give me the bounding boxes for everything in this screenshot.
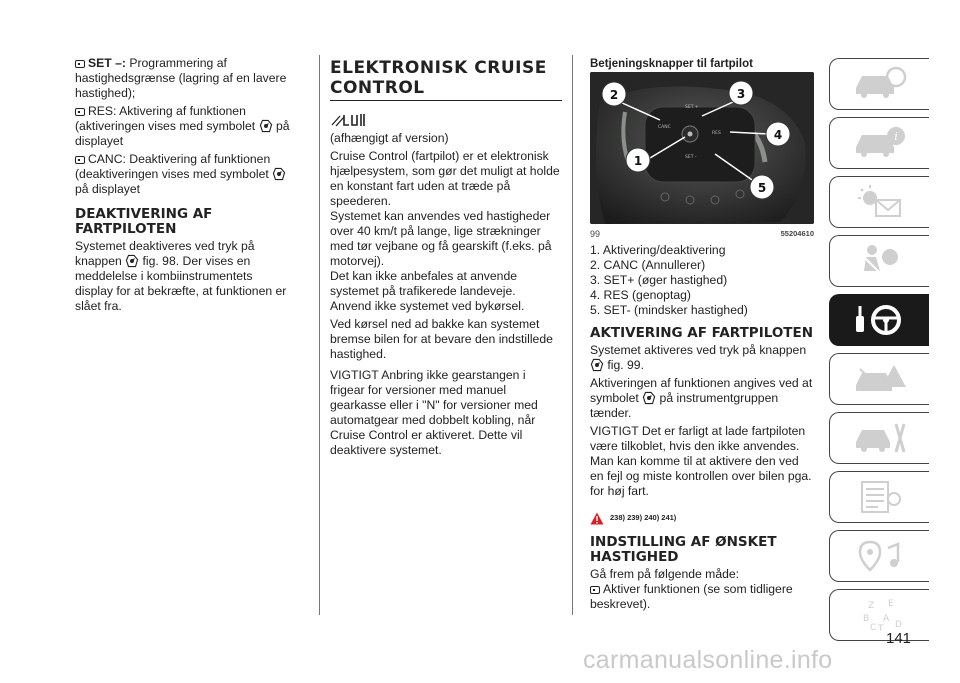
column-divider <box>572 55 573 615</box>
item-label: SET –: <box>88 56 126 70</box>
tab-key-steering[interactable] <box>829 294 929 346</box>
section-heading: DEAKTIVERING AF FARTPILOTEN <box>75 206 213 237</box>
chapter-sidebar <box>829 58 929 648</box>
column-3-text <box>590 243 815 615</box>
item-text: Programmering af hastighedsgrænse (lagring af en lavere hastighed); <box>75 56 287 100</box>
paragraph-text: på instrumentgruppen tænder. <box>590 391 779 420</box>
car-dashboard-icon <box>850 66 910 102</box>
tab-car-dashboard[interactable] <box>829 58 929 110</box>
list-item <box>75 152 293 197</box>
list-item: 3. SET+ (øger hastighed) <box>590 273 728 287</box>
svg-text:D: D <box>894 620 902 630</box>
section-heading: INDSTILLING AF ØNSKET HASTIGHED <box>590 534 777 565</box>
btn-label: SET - <box>685 155 697 160</box>
cruise-control-icon <box>125 254 139 268</box>
media-nav-icon <box>850 538 910 574</box>
specs-list-icon <box>850 479 910 515</box>
svg-text:Z: Z <box>867 601 874 611</box>
paragraph-text: Systemet deaktiveres ved tryk på knappen <box>75 239 255 268</box>
btn-label: SET + <box>685 105 699 110</box>
paragraph: (afhængigt af version) <box>330 131 449 145</box>
item-text: CANC: Deaktivering af funktionen (deaktiveringen vises med symbolet <box>75 152 271 181</box>
paragraph: Cruise Control (fartpilot) er et elektronisk hjælpesystem, som gør det muligt at holde en konstant fart uden at træde på speederen. <box>330 149 560 208</box>
bullet-icon <box>75 60 85 68</box>
list-item: 2. CANC (Annullerer) <box>590 258 706 272</box>
svg-text:i: i <box>893 130 898 143</box>
tab-media-nav[interactable] <box>829 530 929 582</box>
tab-airbag-seat[interactable] <box>829 235 929 287</box>
tab-warning-car[interactable] <box>829 353 929 405</box>
cruise-control-icon <box>259 119 273 133</box>
key-steering-icon <box>850 302 910 338</box>
callout-1: 1 <box>633 154 643 168</box>
tab-specs-list[interactable] <box>829 471 929 523</box>
btn-label: RES <box>712 131 721 136</box>
watermark: carmanualsonline.info <box>583 646 833 674</box>
paragraph <box>590 376 815 421</box>
tab-car-tools[interactable] <box>829 412 929 464</box>
callout-4: 4 <box>773 128 783 142</box>
chapter-title: ELEKTRONISK CRUISE CONTROL <box>330 58 547 98</box>
column-1 <box>75 56 293 317</box>
warning-refs: 238) 239) 240) 241) <box>610 513 677 522</box>
column-3 <box>590 56 815 72</box>
figure-number: 99 <box>590 229 601 239</box>
list-item <box>75 104 293 149</box>
paragraph-text: Aktiveringen af funktionen angives ved at symbolet <box>590 376 813 405</box>
bullet-icon <box>75 156 85 164</box>
warning-row <box>590 507 815 525</box>
figure-title: Betjeningsknapper til fartpilot <box>590 58 753 70</box>
cruise-control-icon <box>590 358 604 372</box>
paragraph <box>75 239 293 314</box>
svg-text:E: E <box>887 599 894 609</box>
section-heading: AKTIVERING AF FARTPILOTEN <box>590 325 814 341</box>
tab-lights-mail[interactable] <box>829 176 929 228</box>
warning-car-icon <box>850 361 910 397</box>
paragraph: Ved kørsel ned ad bakke kan systemet bremse bilen for at bevare den indstillede hastighed. <box>330 317 553 361</box>
bullet-icon <box>590 586 600 594</box>
paragraph: Systemet kan anvendes ved hastigheder over 40 km/t på lange, lige strækninger med tør vejbane og få gearskift (f.eks. på motorvej). <box>330 209 552 268</box>
warning-triangle-icon <box>590 512 604 525</box>
callout-5: 5 <box>757 181 767 195</box>
paragraph: VIGTIGT Anbring ikke gearstangen i frigear for versioner med manuel gearkasse eller i "N" for versioner med automatgear med dobbelt kobling, når Cruise Control er aktiveret. Dette vil deaktivere systemet. <box>330 368 538 457</box>
paragraph: Gå frem på følgende måde: <box>590 567 740 581</box>
list-item: 5. SET- (mindsker hastighed) <box>590 303 748 317</box>
paragraph-text: fig. 99. <box>604 358 644 372</box>
page-number: 141 <box>886 630 912 647</box>
tab-car-info[interactable] <box>829 117 929 169</box>
airbag-seat-icon <box>850 243 910 279</box>
callout-3: 3 <box>736 87 746 101</box>
svg-text:A: A <box>882 614 889 624</box>
column-divider <box>319 55 320 615</box>
item-text: på displayet <box>75 182 141 196</box>
cruise-control-icon <box>642 391 656 405</box>
car-tools-icon <box>850 420 910 456</box>
btn-label: CANC <box>658 125 671 130</box>
svg-text:C: C <box>869 623 876 633</box>
list-item <box>75 56 293 101</box>
paragraph-text: Systemet aktiveres ved tryk på knappen <box>590 343 807 357</box>
svg-text:B: B <box>862 614 869 624</box>
paragraph-text: fig. 98. Der vises en meddelelse i kombiinstrumentets display for at bekræfte, at funktionen er slået fra. <box>75 254 287 313</box>
list-item: 1. Aktivering/deaktivering <box>590 243 726 257</box>
list-item: 4. RES (genoptag) <box>590 288 691 302</box>
index-abc-icon <box>850 597 910 633</box>
paragraph: Anvend ikke systemet ved bykørsel. <box>330 299 525 313</box>
tab-index[interactable] <box>829 589 929 641</box>
paragraph: Det kan ikke anbefales at anvende systemet på trafikerede landeveje. <box>330 269 518 298</box>
item-text: på displayet <box>75 119 290 148</box>
lights-mail-icon <box>850 184 910 220</box>
car-info-icon <box>850 125 910 161</box>
callout-2: 2 <box>609 88 619 102</box>
version-icon <box>330 111 368 129</box>
steering-wheel-figure <box>590 72 814 224</box>
list-item-text: Aktiver funktionen (se som tidligere beskrevet). <box>590 582 793 611</box>
column-2 <box>330 58 562 461</box>
cruise-control-icon <box>272 167 286 181</box>
bullet-icon <box>75 108 85 116</box>
paragraph <box>590 343 815 373</box>
svg-text:T: T <box>877 624 883 633</box>
paragraph: VIGTIGT Det er farligt at lade fartpiloten være tilkoblet, hvis den ikke anvendes. Man kan komme til at aktivere den ved en fejl og miste kontrollen over bilen pga. for høj fart. <box>590 424 812 498</box>
title-rule <box>330 100 562 101</box>
figure-code: 55204610 <box>780 229 814 238</box>
list-item <box>590 582 815 612</box>
item-text: RES: Aktivering af funktionen (aktiveringen vises med symbolet <box>75 104 256 133</box>
